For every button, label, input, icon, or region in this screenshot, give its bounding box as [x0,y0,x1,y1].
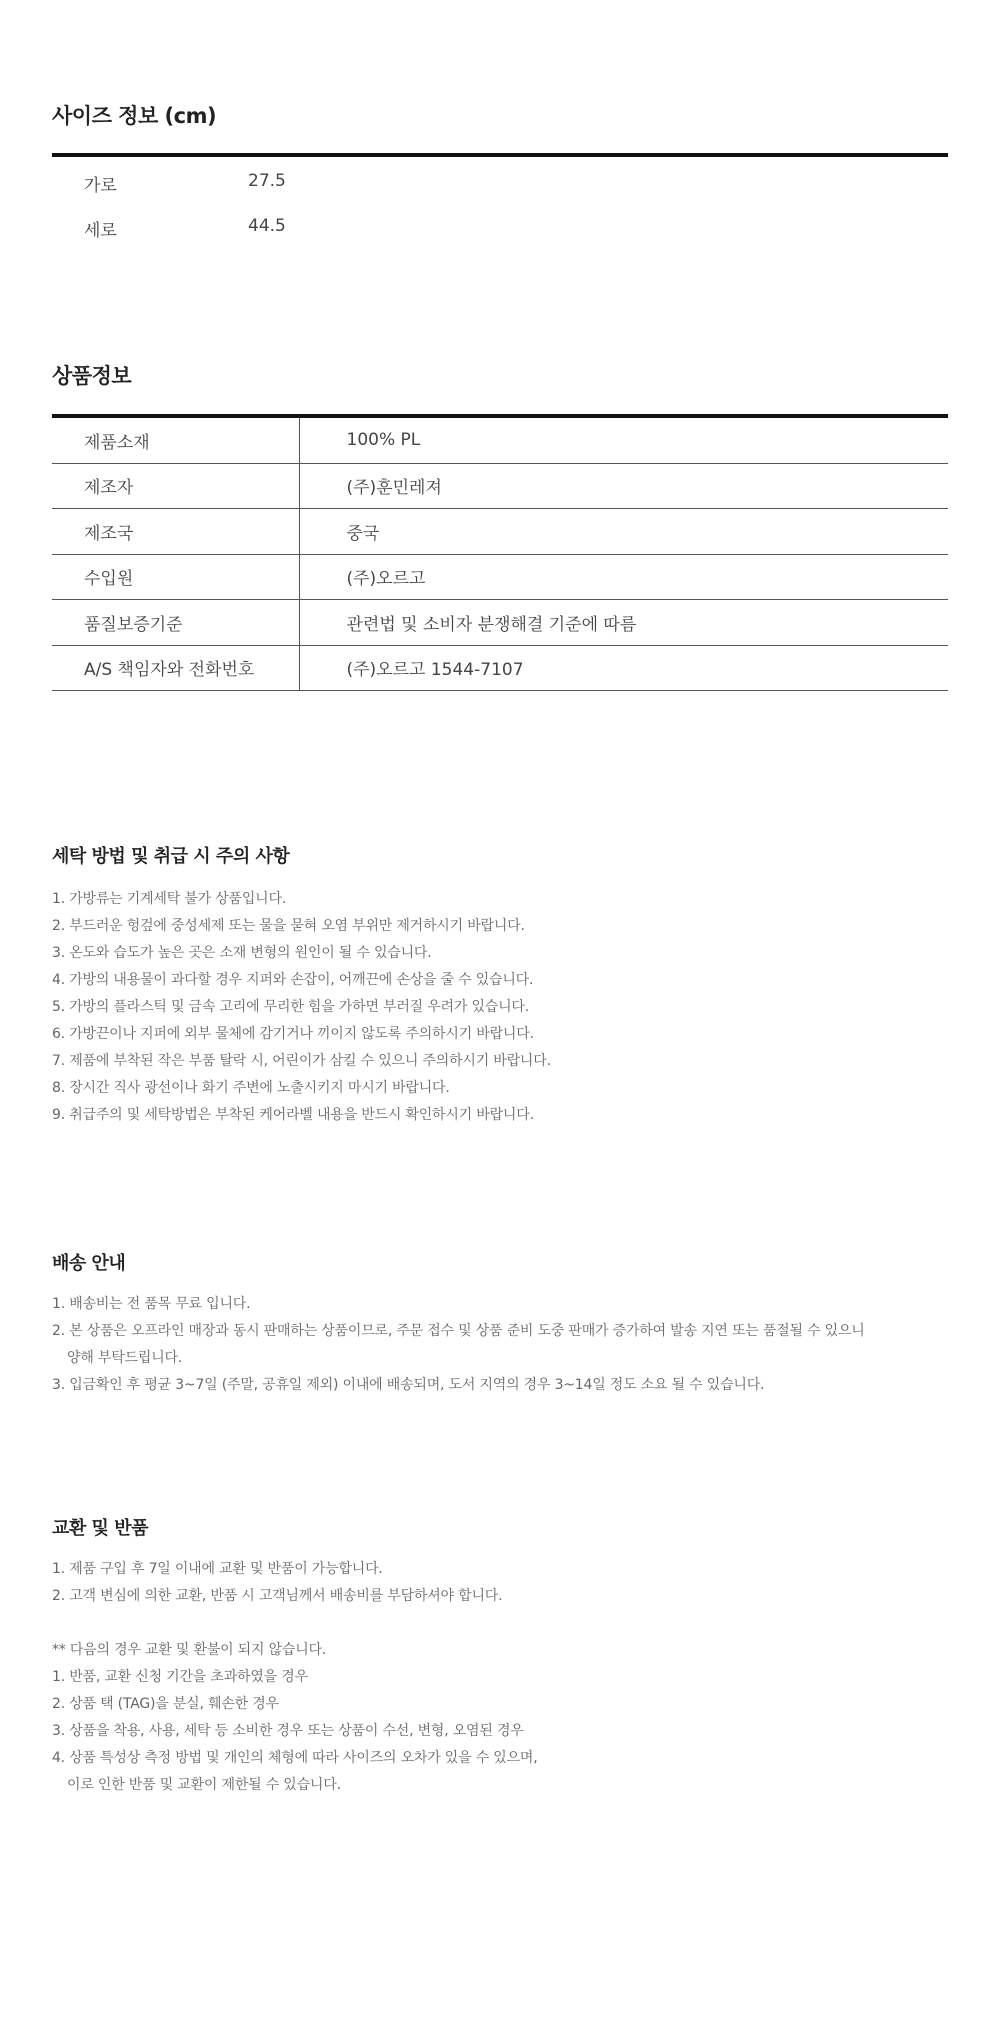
list-item [52,1291,948,1318]
care-title: 세탁 방법 및 취급 시 주의 사항 [52,846,290,867]
list-item: 5. 가방의 플라스틱 및 금속 고리에 무리한 힘을 가하면 부러질 우려가 있습니다. [52,999,530,1015]
exchange-list [52,1556,948,1799]
size-info-divider [52,153,948,157]
info-value: 관련법 및 소비자 분쟁해결 기준에 따름 [299,600,948,646]
list-item: 1. 제품 구입 후 7일 이내에 교환 및 반품이 가능합니다. [52,1561,383,1577]
list-item: 6. 가방끈이나 지퍼에 외부 물체에 감기거나 끼이지 않도록 주의하시기 바랍니다. [52,1026,534,1042]
list-item-text: 1. 반품, 교환 신청 기간을 초과하였을 경우 [52,1669,308,1685]
list-item-text: 3. 입금확인 후 평균 3~7일 (주말, 공휴일 제외) 이내에 배송되며, 도서 지역의 경우 3~14일 정도 소요 될 수 있습니다. [52,1377,765,1393]
list-item [52,1372,948,1399]
product-info-table [52,418,948,691]
list-item: 7. 제품에 부착된 작은 부품 탈락 시, 어린이가 삼킬 수 있으니 주의하시기 바랍니다. [52,1053,551,1069]
size-label: 세로 [84,221,117,241]
size-row-width [52,159,948,204]
list-item [52,1745,948,1799]
list-item-text: 1. 배송비는 전 품목 무료 입니다. [52,1296,251,1312]
size-value: 27.5 [248,171,286,191]
list-item-text: 2. 본 상품은 오프라인 매장과 동시 판매하는 상품이므로, 주문 접수 및 상품 준비 도중 판매가 증가하여 발송 지연 또는 품절될 수 있으니 [52,1323,865,1339]
exchange-section [52,1514,948,1799]
care-list [52,886,948,1129]
list-spacer [52,1610,948,1637]
table-row [52,554,948,600]
info-label: 제조자 [52,463,299,509]
shipping-section [52,1249,948,1399]
list-item-continuation: 이로 인한 반품 및 교환이 제한될 수 있습니다. [67,1777,341,1793]
table-row [52,645,948,691]
list-item-text: 4. 상품 특성상 측정 방법 및 개인의 체형에 따라 사이즈의 오차가 있을 수 있으며, [52,1750,538,1766]
info-value: 100% PL [299,418,948,463]
info-label: 수입원 [52,554,299,600]
shipping-list [52,1291,948,1399]
info-label: A/S 책임자와 전화번호 [52,645,299,691]
info-value: (주)오르고 1544-7107 [299,645,948,691]
list-item: 3. 온도와 습도가 높은 곳은 소재 변형의 원인이 될 수 있습니다. [52,945,432,961]
size-info-section [52,100,948,249]
size-label: 가로 [84,176,117,196]
info-label: 품질보증기준 [52,600,299,646]
size-value: 44.5 [248,216,286,236]
size-row-height [52,204,948,249]
list-item-continuation: 양해 부탁드립니다. [67,1350,183,1366]
product-info-title: 상품정보 [52,364,132,388]
list-item [52,1691,948,1718]
list-item: 4. 가방의 내용물이 과다할 경우 지퍼와 손잡이, 어깨끈에 손상을 줄 수 있습니다. [52,972,534,988]
table-row [52,509,948,555]
table-row [52,600,948,646]
list-item-text: 3. 상품을 착용, 사용, 세탁 등 소비한 경우 또는 상품이 수선, 변형, 오염된 경우 [52,1723,524,1739]
list-item [52,1318,948,1372]
size-info-title: 사이즈 정보 (cm) [52,104,217,128]
product-info-section [52,360,948,691]
shipping-title: 배송 안내 [52,1253,126,1274]
size-table [52,159,948,249]
list-item [52,1718,948,1745]
care-section [52,842,948,1129]
list-item: 1. 가방류는 기계세탁 불가 상품입니다. [52,891,287,907]
info-label: 제조국 [52,509,299,555]
list-item-text: 2. 상품 택 (TAG)을 분실, 훼손한 경우 [52,1696,279,1712]
list-item: 9. 취급주의 및 세탁방법은 부착된 케어라벨 내용을 반드시 확인하시기 바랍니다. [52,1107,534,1123]
exchange-title: 교환 및 반품 [52,1518,148,1539]
table-row [52,418,948,463]
list-item [52,1664,948,1691]
table-row [52,463,948,509]
info-value: (주)훈민레져 [299,463,948,509]
info-value: 중국 [299,509,948,555]
info-value: (주)오르고 [299,554,948,600]
exchange-notice: ** 다음의 경우 교환 및 환불이 되지 않습니다. [52,1642,327,1658]
list-item: 2. 부드러운 헝겊에 중성세제 또는 물을 묻혀 오염 부위만 제거하시기 바랍니다. [52,918,525,934]
list-item: 2. 고객 변심에 의한 교환, 반품 시 고객님께서 배송비를 부담하셔야 합니다. [52,1588,503,1604]
list-item: 8. 장시간 직사 광선이나 화기 주변에 노출시키지 마시기 바랍니다. [52,1080,450,1096]
info-label: 제품소재 [52,418,299,463]
